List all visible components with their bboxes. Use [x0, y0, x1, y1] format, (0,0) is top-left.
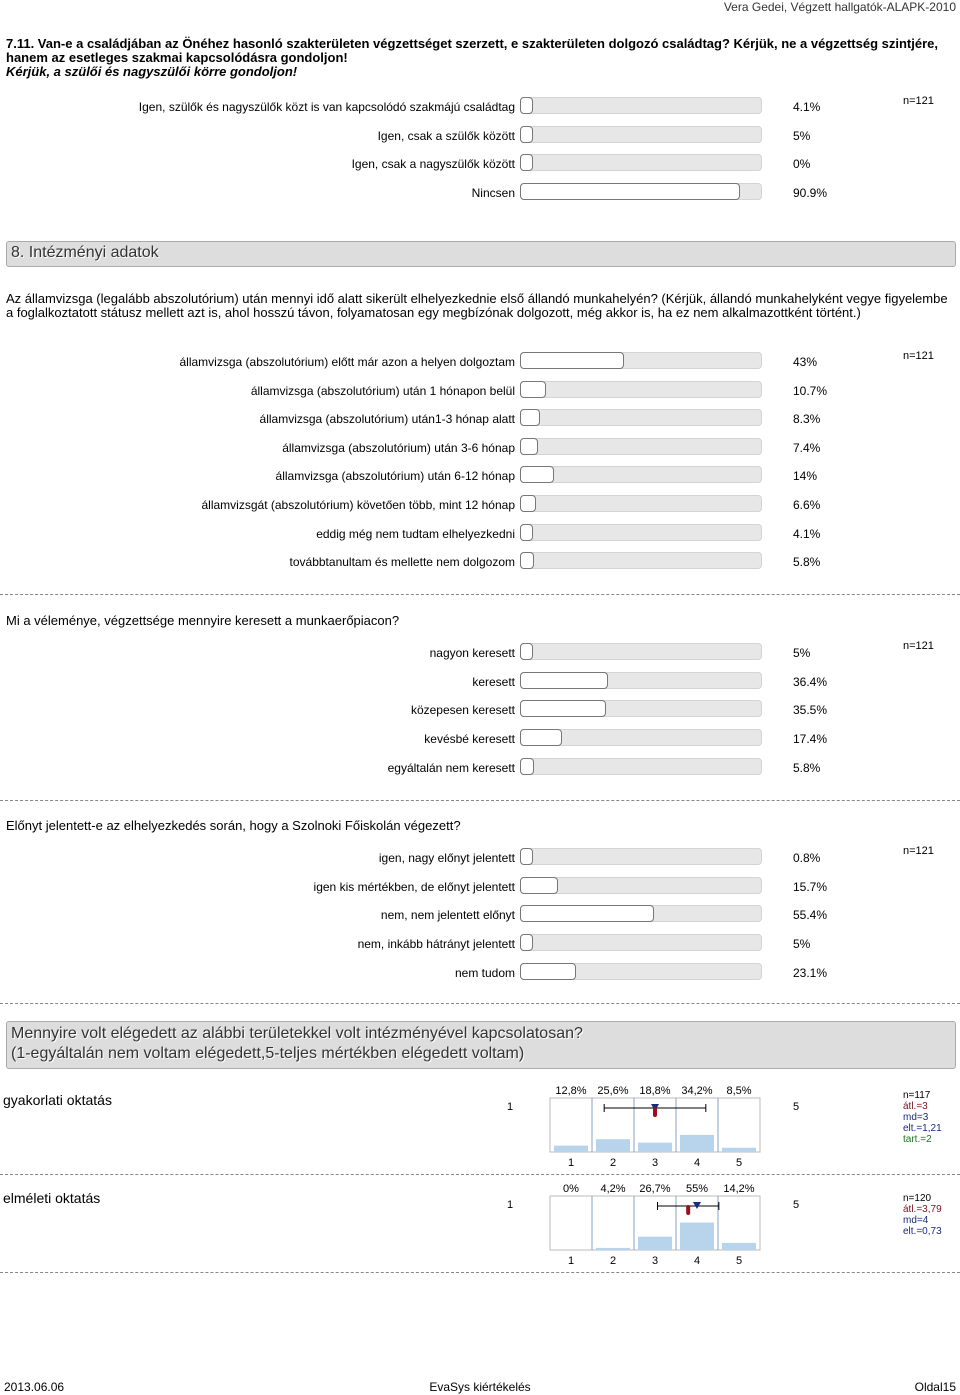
answer-label: közepesen keresett — [410, 703, 515, 718]
answer-label: keresett — [472, 674, 515, 689]
percentage-bar-fill — [520, 352, 624, 369]
answer-row — [0, 381, 960, 401]
answer-row — [0, 524, 960, 544]
percentage-bar-fill — [520, 672, 608, 689]
answer-row — [0, 963, 960, 983]
value-label: 14,2% — [723, 1183, 755, 1195]
percentage-bar-fill — [520, 183, 740, 200]
percentage-bar-fill — [520, 97, 533, 114]
answer-row — [0, 466, 960, 486]
answer-percentage: 55.4% — [793, 908, 828, 923]
distribution-bar — [722, 1148, 756, 1152]
answer-percentage: 10.7% — [793, 383, 828, 398]
answer-percentage: 0% — [793, 157, 811, 172]
percentage-bar-fill — [520, 700, 606, 717]
question-title-note: Kérjük, a szülői és nagyszülői körre gondoljon! — [6, 64, 298, 79]
answer-label: államvizsga (abszolutórium) után 1 hónapon belül — [250, 383, 515, 398]
percentage-bar-track — [520, 495, 762, 512]
question-placement-title: Az államvizsga (legalább abszolutórium) után mennyi idő alatt sikerült elhelyezkednie első állandó munkahelyén? (Kérjük, állandó munkahelyként vegye figyelembe a foglalkoztatott státusz mellett azt is, ahol hosszú távon, folyamatosan egy megbízónak dolgozott, még akkor is, ha ez nem alkalmazottként történt.) — [6, 291, 948, 320]
sample-size: n=121 — [903, 845, 934, 857]
answer-percentage: 15.7% — [793, 879, 828, 894]
category-label: 5 — [735, 1255, 743, 1267]
answer-label: továbbtanultam és mellette nem dolgozom — [289, 555, 515, 570]
answer-percentage: 5.8% — [793, 555, 821, 570]
percentage-bar-fill — [520, 466, 554, 483]
answer-percentage: 36.4% — [793, 674, 828, 689]
answer-row — [0, 848, 960, 868]
item-stats — [903, 1090, 942, 1145]
answer-row — [0, 183, 960, 203]
percentage-bar-track — [520, 466, 762, 483]
answer-percentage: 43% — [793, 355, 818, 369]
percentage-bar-track — [520, 154, 762, 171]
answer-row — [0, 672, 960, 692]
answer-row — [0, 729, 960, 749]
answer-label: Igen, szülők és nagyszülők közt is van kapcsolódó szakmájú családtag — [138, 100, 515, 114]
answer-row — [0, 758, 960, 778]
percentage-bar-track — [520, 524, 762, 541]
value-label: 26,7% — [639, 1183, 671, 1195]
divider — [0, 1174, 960, 1175]
percentage-bar-track — [520, 552, 762, 569]
percentage-bar-track — [520, 905, 762, 922]
footer-date: 2013.06.06 — [4, 1380, 65, 1394]
percentage-bar-track — [520, 409, 762, 426]
answer-percentage: 5.8% — [793, 760, 821, 775]
item-stats — [903, 1193, 942, 1237]
stat-abstention: tart.=2 — [903, 1134, 932, 1145]
percentage-bar-fill — [520, 643, 533, 660]
footer-page-number: Oldal15 — [914, 1380, 956, 1394]
percentage-bar-track — [520, 934, 762, 951]
percentage-bar-track — [520, 126, 762, 143]
percentage-bar-track — [520, 700, 762, 717]
answer-label: igen kis mértékben, de előnyt jelentett — [313, 879, 515, 894]
percentage-bar-fill — [520, 963, 576, 980]
percentage-bar-fill — [520, 495, 536, 512]
answer-percentage: 6.6% — [793, 498, 821, 512]
percentage-bar-track — [520, 352, 762, 369]
answer-row — [0, 126, 960, 146]
value-label: 4,2% — [600, 1183, 626, 1195]
scale-left-label: 1 — [506, 1199, 514, 1211]
answer-row — [0, 409, 960, 429]
section-header — [6, 241, 956, 267]
section-title: Mennyire volt elégedett az alábbi területekkel volt intézményével kapcsolatosan? — [11, 1025, 583, 1042]
answer-label: Igen, csak a szülők között — [377, 128, 515, 143]
item-title: elméleti oktatás — [3, 1190, 101, 1206]
answer-row — [0, 352, 960, 372]
answer-row — [0, 643, 960, 663]
answer-label: nem, inkább hátrányt jelentett — [357, 937, 515, 952]
answer-percentage: 35.5% — [793, 703, 828, 718]
percentage-bar-fill — [520, 877, 558, 894]
percentage-bar-track — [520, 183, 762, 200]
answer-label: kevésbé keresett — [424, 732, 515, 747]
category-label: 1 — [567, 1157, 575, 1169]
answer-label: nem tudom — [454, 965, 515, 980]
question-advantage-title: Előnyt jelentett-e az elhelyezkedés során, hogy a Szolnoki Főiskolán végezett? — [6, 818, 461, 833]
answer-label: államvizsga (abszolutórium) előtt már azon a helyen dolgoztam — [179, 355, 515, 369]
percentage-bar-track — [520, 729, 762, 746]
answer-label: államvizsga (abszolutórium) után1-3 hónap alatt — [259, 412, 515, 427]
scale-right-label: 5 — [792, 1199, 800, 1211]
answer-row — [0, 905, 960, 925]
answer-row — [0, 438, 960, 458]
mean-marker — [686, 1205, 690, 1215]
answer-percentage: 4.1% — [793, 526, 821, 541]
category-label: 1 — [567, 1255, 575, 1267]
question-7-11-title — [6, 37, 951, 79]
answer-label: államvizsga (abszolutórium) után 6-12 hónap — [275, 469, 515, 484]
answer-row — [0, 154, 960, 174]
question-title-main: 7.11. Van-e a családjában az Önéhez hasonló szakterületen végzettséget szerzett, e szakterületen dolgozó családtag? Kérjük, ne a végzettség szintjére, hanem az esetleges szakmai kapcsolódásra gondoljon! — [6, 36, 938, 65]
report-header: Vera Gedei, Végzett hallgatók-ALAPK-2010 — [723, 0, 956, 14]
divider — [0, 1003, 960, 1004]
percentage-bar-track — [520, 438, 762, 455]
stat-n: n=117 — [903, 1090, 931, 1101]
distribution-bar — [680, 1223, 714, 1251]
percentage-bar-fill — [520, 438, 538, 455]
percentage-bar-fill — [520, 905, 654, 922]
percentage-bar-fill — [520, 934, 533, 951]
percentage-bar-fill — [520, 729, 562, 746]
value-label: 8,5% — [726, 1085, 752, 1097]
stat-deviation: elt.=0,73 — [903, 1226, 942, 1237]
category-label: 2 — [609, 1255, 617, 1267]
percentage-bar-fill — [520, 126, 533, 143]
section-subtitle: (1-egyáltalán nem voltam elégedett,5-teljes mértékben elégedett voltam) — [11, 1045, 525, 1062]
distribution-chart — [500, 1178, 800, 1270]
sample-size: n=121 — [903, 640, 934, 652]
answer-percentage: 7.4% — [793, 440, 821, 455]
answer-label: nagyon keresett — [429, 646, 515, 660]
value-label: 55% — [685, 1183, 709, 1195]
mean-marker — [653, 1107, 657, 1117]
stat-mean: átl.=3 — [903, 1101, 928, 1112]
distribution-bar — [722, 1243, 756, 1250]
value-label: 0% — [563, 1183, 579, 1195]
answer-label: egyáltalán nem keresett — [387, 760, 515, 775]
answer-percentage: 90.9% — [793, 186, 828, 201]
distribution-bar — [638, 1237, 672, 1250]
category-label: 3 — [651, 1157, 659, 1169]
answer-row — [0, 552, 960, 572]
percentage-bar-fill — [520, 758, 534, 775]
answer-percentage: 5% — [793, 937, 811, 952]
distribution-bar — [596, 1139, 630, 1152]
answer-percentage: 17.4% — [793, 732, 828, 747]
percentage-bar-track — [520, 963, 762, 980]
value-label: 18,8% — [639, 1085, 671, 1097]
distribution-chart — [500, 1080, 800, 1172]
answer-label: Igen, csak a nagyszülők között — [351, 157, 515, 172]
percentage-bar-fill — [520, 381, 546, 398]
percentage-bar-fill — [520, 524, 533, 541]
scale-left-label: 1 — [506, 1101, 514, 1113]
category-label: 5 — [735, 1157, 743, 1169]
answer-row — [0, 97, 960, 117]
percentage-bar-fill — [520, 848, 533, 865]
percentage-bar-track — [520, 381, 762, 398]
answer-percentage: 23.1% — [793, 965, 828, 980]
answer-label: államvizsgát (abszolutórium) követően több, mint 12 hónap — [201, 498, 515, 512]
percentage-bar-track — [520, 672, 762, 689]
divider — [0, 800, 960, 801]
answer-percentage: 5% — [793, 646, 811, 660]
category-label: 4 — [693, 1255, 701, 1267]
category-label: 2 — [609, 1157, 617, 1169]
item-title: gyakorlati oktatás — [3, 1092, 112, 1108]
percentage-bar-track — [520, 877, 762, 894]
answer-label: nem, nem jelentett előnyt — [380, 908, 515, 923]
category-label: 3 — [651, 1255, 659, 1267]
value-label: 25,6% — [597, 1085, 629, 1097]
percentage-bar-fill — [520, 409, 540, 426]
distribution-bar — [680, 1135, 714, 1152]
answer-label: igen, nagy előnyt jelentett — [378, 851, 515, 865]
answer-row — [0, 934, 960, 954]
footer-title: EvaSys kiértékelés — [429, 1380, 531, 1394]
stat-n: n=120 — [903, 1193, 932, 1204]
section-header — [6, 1021, 956, 1069]
percentage-bar-fill — [520, 154, 533, 171]
answer-percentage: 8.3% — [793, 412, 821, 427]
answer-row — [0, 877, 960, 897]
answer-row — [0, 495, 960, 515]
question-demand-title: Mi a véleménye, végzettsége mennyire keresett a munkaerőpiacon? — [6, 613, 400, 628]
scale-right-label: 5 — [792, 1101, 800, 1113]
answer-percentage: 0.8% — [793, 851, 821, 865]
percentage-bar-track — [520, 758, 762, 775]
distribution-bar — [638, 1143, 672, 1152]
stat-deviation: elt.=1,21 — [903, 1123, 942, 1134]
answer-label: eddig még nem tudtam elhelyezkedni — [316, 526, 515, 541]
percentage-bar-track — [520, 643, 762, 660]
sample-size: n=121 — [903, 350, 934, 362]
distribution-bar — [554, 1146, 588, 1152]
divider — [0, 1272, 960, 1273]
percentage-bar-track — [520, 97, 762, 114]
category-label: 4 — [693, 1157, 701, 1169]
stat-mean: átl.=3,79 — [903, 1204, 942, 1215]
sample-size: n=121 — [903, 95, 934, 107]
answer-label: Nincsen — [471, 186, 515, 201]
value-label: 12,8% — [555, 1085, 587, 1097]
stat-median: md=3 — [903, 1112, 929, 1123]
percentage-bar-fill — [520, 552, 534, 569]
divider — [0, 594, 960, 595]
stat-median: md=4 — [903, 1215, 929, 1226]
answer-percentage: 4.1% — [793, 100, 821, 114]
answer-label: államvizsga (abszolutórium) után 3-6 hónap — [282, 440, 515, 455]
section-title: 8. Intézményi adatok — [11, 244, 159, 261]
answer-row — [0, 700, 960, 720]
answer-percentage: 14% — [793, 469, 818, 484]
answer-percentage: 5% — [793, 128, 811, 143]
value-label: 34,2% — [681, 1085, 713, 1097]
percentage-bar-track — [520, 848, 762, 865]
distribution-bar — [596, 1248, 630, 1250]
